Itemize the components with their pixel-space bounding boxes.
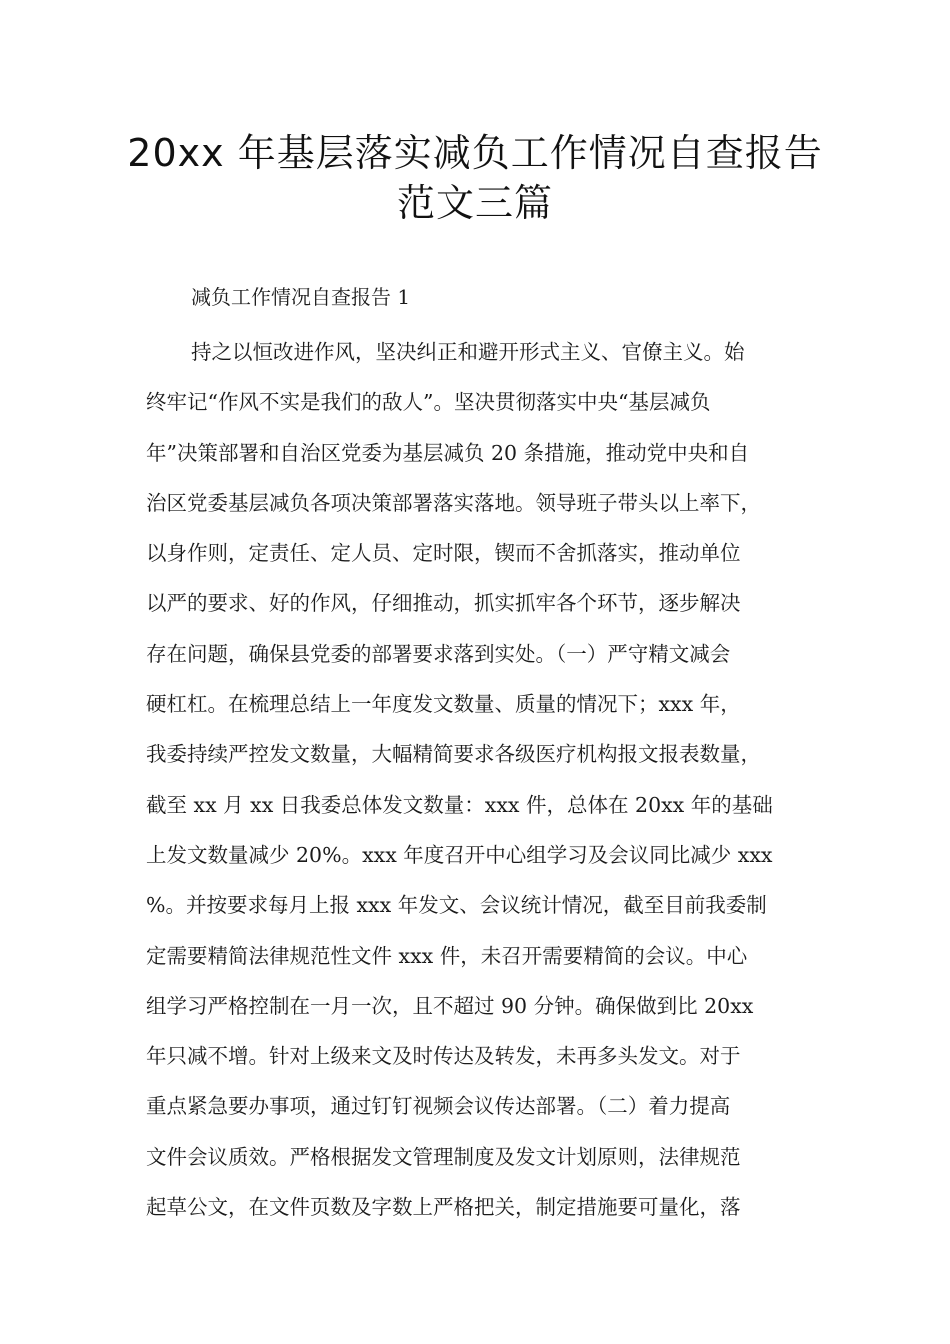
body-paragraph (146, 334, 826, 1239)
body-line: 年”决策部署和自治区党委为基层减负 20 条措施，推动党中央和自 (146, 440, 750, 465)
body-line: 截至 xx 月 xx 日我委总体发文数量：xxx 件，总体在 20xx 年的基础 (146, 792, 773, 817)
body-line: 定需要精简法律规范性文件 xxx 件，未召开需要精简的会议。中心 (146, 943, 748, 968)
body-line: %。并按要求每月上报 xxx 年发文、会议统计情况，截至目前我委制 (146, 893, 767, 918)
body-line: 以身作则，定责任、定人员、定时限，锲而不舍抓落实，推动单位 (146, 541, 741, 566)
document-title (0, 128, 950, 228)
body-line: 年只减不增。针对上级来文及时传达及转发，未再多头发文。对于 (146, 1044, 741, 1069)
body-line: 起草公文，在文件页数及字数上严格把关，制定措施要可量化，落 (146, 1195, 741, 1220)
body-line: 上发文数量减少 20%。xxx 年度召开中心组学习及会议同比减少 xxx (146, 842, 773, 867)
body-line: 治区党委基层减负各项决策部署落实落地。领导班子带头以上率下， (146, 490, 761, 515)
body-line: 文件会议质效。严格根据发文管理制度及发文计划原则，法律规范 (146, 1144, 741, 1169)
body-line: 以严的要求、好的作风，仔细推动，抓实抓牢各个环节，逐步解决 (146, 591, 741, 616)
document-title-line-1: 20xx 年基层落实减负工作情况自查报告 (127, 131, 823, 175)
body-line: 组学习严格控制在一月一次，且不超过 90 分钟。确保做到比 20xx (146, 993, 754, 1018)
body-line: 终牢记“作风不实是我们的敌人”。坚决贯彻落实中央“基层减负 (146, 390, 711, 415)
body-line: 持之以恒改进作风，坚决纠正和避开形式主义、官僚主义。始 (191, 340, 745, 364)
document-title-line-2: 范文三篇 (396, 181, 553, 225)
body-line: 硬杠杠。在梳理总结上一年度发文数量、质量的情况下；xxx 年， (146, 692, 741, 717)
section-heading: 减负工作情况自查报告 1 (191, 285, 411, 309)
body-line: 存在问题，确保县党委的部署要求落到实处。（一）严守精文减会 (146, 641, 731, 666)
body-line: 我委持续严控发文数量，大幅精简要求各级医疗机构报文报表数量， (146, 742, 761, 767)
body-line: 重点紧急要办事项，通过钉钉视频会议传达部署。（二）着力提高 (146, 1094, 731, 1119)
